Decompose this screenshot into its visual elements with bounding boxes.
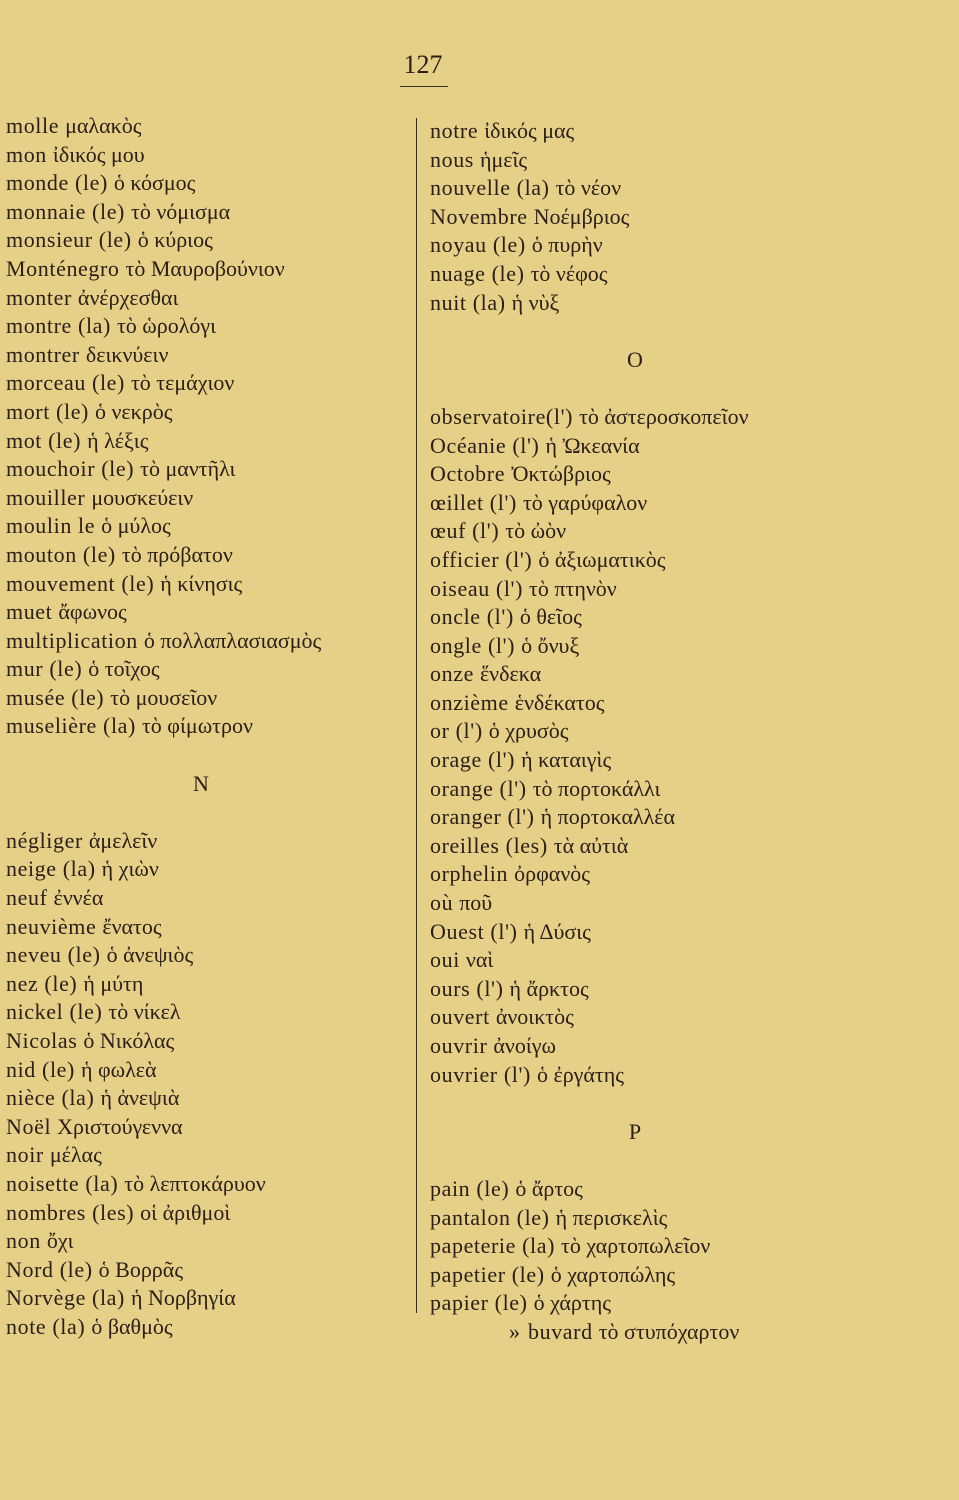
greek-translation: ἡ ἄρκτος — [509, 975, 589, 1001]
french-term: Octobre — [430, 461, 506, 487]
column-divider — [416, 118, 417, 1313]
dictionary-entry — [6, 512, 396, 541]
greek-translation: τὸ τεμάχιον — [130, 370, 235, 396]
french-term: œillet (l') — [430, 489, 517, 515]
dictionary-entry — [430, 146, 840, 175]
french-term: oui — [430, 947, 460, 973]
dictionary-entry — [6, 398, 396, 427]
dictionary-entry — [430, 1204, 840, 1233]
dictionary-entry — [430, 546, 840, 575]
dictionary-entry — [6, 970, 396, 999]
greek-translation: ὁ Βορρᾶς — [98, 1256, 184, 1282]
french-term: Nicolas — [6, 1028, 78, 1053]
dictionary-entry — [430, 946, 840, 975]
greek-translation: ὁ ἐργάτης — [536, 1061, 624, 1087]
french-term: oranger (l') — [430, 804, 535, 830]
dictionary-entry — [6, 855, 396, 884]
french-term: œuf (l') — [430, 518, 500, 544]
greek-translation: τὸ μαντῆλι — [140, 456, 236, 482]
greek-translation: ἀμελεῖν — [88, 827, 158, 853]
dictionary-entry — [6, 998, 396, 1027]
dictionary-entry — [430, 746, 840, 775]
dictionary-entry — [6, 1113, 396, 1142]
greek-translation: ὁ θεῖος — [519, 604, 582, 630]
dictionary-entry — [6, 712, 396, 741]
dictionary-entry — [430, 889, 840, 918]
dictionary-entry — [6, 1199, 396, 1228]
greek-translation: ὁ ἀξιωματικὸς — [538, 546, 666, 572]
dictionary-entry — [6, 1284, 396, 1313]
french-term: note (la) — [6, 1313, 86, 1339]
dictionary-entry — [430, 803, 840, 832]
french-term: or (l') — [430, 718, 483, 744]
greek-translation: ἡ μύτη — [83, 970, 144, 996]
dictionary-entry — [6, 427, 396, 456]
greek-translation: ναὶ — [465, 947, 494, 973]
dictionary-entry — [6, 1141, 396, 1170]
greek-translation: ἡ λέξις — [87, 427, 149, 453]
french-term: Ouest (l') — [430, 918, 518, 944]
greek-translation: μαλακὸς — [65, 113, 142, 138]
greek-translation: ὁ βαθμὸς — [91, 1313, 173, 1339]
french-term: Monténegro — [6, 255, 120, 281]
greek-translation: τὸ νόμισμα — [130, 198, 231, 224]
dictionary-entry — [6, 369, 396, 398]
french-term: monnaie (le) — [6, 198, 125, 224]
french-term: ours (l') — [430, 975, 504, 1001]
french-term: Nord (le) — [6, 1256, 93, 1282]
greek-translation: ὁ χαρτοπώλης — [550, 1261, 676, 1287]
ditto-marker: » — [509, 1318, 520, 1344]
greek-translation: ἰδικός μας — [484, 118, 575, 143]
greek-translation: ὁ κόσμος — [113, 170, 196, 196]
section-letter-heading: O — [627, 346, 643, 372]
dictionary-entry — [6, 1227, 396, 1256]
greek-translation: ἄφωνος — [58, 599, 127, 625]
french-term: nez (le) — [6, 970, 78, 996]
french-term: ouvrier (l') — [430, 1061, 531, 1087]
french-term: neuf — [6, 885, 48, 911]
french-term: mot (le) — [6, 427, 82, 453]
greek-translation: Ὀκτώβριος — [511, 461, 611, 487]
greek-translation: ἡ κίνησις — [160, 570, 243, 596]
dictionary-entry — [430, 717, 840, 746]
dictionary-entry — [6, 627, 396, 656]
dictionary-entry — [430, 203, 840, 232]
greek-translation: ὁ ὄνυξ — [521, 632, 580, 658]
section-spacer — [430, 1089, 840, 1118]
greek-translation: τὰ αὐτιὰ — [553, 832, 629, 858]
greek-translation: ἀνοικτὸς — [495, 1004, 574, 1030]
french-term: mort (le) — [6, 398, 89, 424]
french-term: pain (le) — [430, 1175, 510, 1201]
french-term: papier (le) — [430, 1290, 528, 1316]
dictionary-entry — [430, 489, 840, 518]
dictionary-entry — [430, 632, 840, 661]
greek-translation: τὸ Μαυροβούνιον — [125, 255, 285, 281]
dictionary-entry — [430, 860, 840, 889]
french-term: buvard — [528, 1318, 593, 1344]
greek-translation: ἐννέα — [53, 885, 104, 911]
dictionary-entry — [6, 1056, 396, 1085]
greek-translation: ὁ Νικόλας — [83, 1028, 175, 1053]
greek-translation: τὸ νέφος — [530, 260, 608, 286]
greek-translation: τὸ φίμωτρον — [141, 713, 253, 739]
greek-translation: Νοέμβριος — [533, 203, 630, 229]
french-term: où — [430, 890, 454, 916]
dictionary-entry — [6, 941, 396, 970]
french-term: nuage (le) — [430, 260, 525, 286]
greek-translation: τὸ πρόβατον — [121, 541, 233, 567]
french-term: Océanie (l') — [430, 432, 540, 458]
greek-translation: ὁ ἄρτος — [515, 1175, 583, 1201]
french-term: noisette (la) — [6, 1170, 119, 1196]
french-term: mouvement (le) — [6, 570, 155, 596]
greek-translation: ὁ νεκρὸς — [94, 398, 173, 424]
french-term: neige (la) — [6, 856, 96, 882]
french-term: montrer — [6, 341, 80, 367]
greek-translation: ἡ χιὼν — [101, 856, 159, 882]
greek-translation: ὁ μύλος — [101, 513, 171, 539]
french-term: onze — [430, 661, 474, 687]
dictionary-entry — [430, 432, 840, 461]
greek-translation: οἱ ἀριθμοὶ — [140, 1199, 231, 1225]
greek-translation: ὁ χρυσὸς — [488, 718, 569, 744]
dictionary-entry — [430, 1261, 840, 1290]
dictionary-entry — [6, 1170, 396, 1199]
french-term: oiseau (l') — [430, 575, 524, 601]
french-term: morceau (le) — [6, 370, 125, 396]
dictionary-entry — [430, 403, 840, 432]
greek-translation: ἡ καταιγὶς — [521, 747, 612, 773]
dictionary-entry — [430, 1003, 840, 1032]
dictionary-entry — [430, 1318, 840, 1347]
greek-translation: Χριστούγεννα — [57, 1113, 183, 1139]
right-column — [430, 117, 840, 1347]
french-term: ouvrir — [430, 1033, 488, 1058]
french-term: monde (le) — [6, 170, 108, 196]
dictionary-entry — [6, 198, 396, 227]
french-term: monter — [6, 284, 72, 310]
dictionary-entry — [6, 884, 396, 913]
greek-translation: ὁ τοῖχος — [88, 656, 160, 682]
dictionary-entry — [430, 174, 840, 203]
french-term: nombres (les) — [6, 1199, 135, 1225]
dictionary-entry — [6, 341, 396, 370]
dictionary-entry — [6, 226, 396, 255]
dictionary-entry — [6, 1027, 396, 1056]
dictionary-entry — [6, 255, 396, 284]
section-spacer — [6, 741, 396, 770]
french-term: officier (l') — [430, 546, 533, 572]
french-term: mouchoir (le) — [6, 456, 135, 482]
greek-translation: τὸ ἀστεροσκοπεῖον — [579, 403, 749, 429]
french-term: Noël — [6, 1113, 52, 1139]
dictionary-entry — [6, 1084, 396, 1113]
greek-translation: τὸ χαρτοπωλεῖον — [561, 1233, 711, 1259]
french-term: orage (l') — [430, 747, 516, 773]
greek-translation: τὸ λεπτοκάρυον — [124, 1170, 266, 1196]
french-term: nid (le) — [6, 1056, 75, 1082]
french-term: noir — [6, 1142, 44, 1168]
french-term: observatoire(l') — [430, 403, 574, 429]
french-term: muselière (la) — [6, 713, 136, 739]
section-spacer — [430, 317, 840, 346]
french-term: moulin le — [6, 513, 96, 539]
dictionary-entry — [430, 775, 840, 804]
greek-translation: ἡ πορτοκαλλέα — [540, 804, 676, 830]
greek-translation: ἀνοίγω — [493, 1033, 556, 1058]
greek-translation: ἑνδέκατος — [514, 689, 605, 715]
dictionary-entry — [6, 455, 396, 484]
french-term: pantalon (le) — [430, 1204, 550, 1230]
french-term: mon — [6, 141, 47, 167]
greek-translation: τὸ πορτοκάλλι — [532, 775, 661, 801]
dictionary-entry — [430, 975, 840, 1004]
greek-translation: τὸ πτηνὸν — [529, 575, 617, 601]
french-term: mouton (le) — [6, 541, 116, 567]
dictionary-entry — [6, 684, 396, 713]
dictionary-entry — [430, 1232, 840, 1261]
dictionary-entry — [6, 598, 396, 627]
greek-translation: ἡ φωλεὰ — [80, 1056, 157, 1082]
greek-translation: ἔνατος — [102, 913, 162, 939]
greek-translation: ἰδικός μου — [52, 141, 145, 167]
french-term: multiplication — [6, 627, 138, 653]
greek-translation: τὸ ὡρολόγι — [116, 313, 217, 339]
greek-translation: ἡ περισκελὶς — [555, 1204, 668, 1230]
section-letter-heading: N — [193, 770, 209, 796]
dictionary-entry — [6, 169, 396, 198]
french-term: muet — [6, 599, 53, 625]
dictionary-entry — [430, 117, 840, 146]
french-term: molle — [6, 113, 60, 138]
dictionary-entry — [6, 655, 396, 684]
dictionary-entry — [430, 1175, 840, 1204]
greek-translation: ὀρφανὸς — [514, 861, 590, 887]
greek-translation: ὁ πυρὴν — [531, 232, 603, 258]
dictionary-entry — [430, 289, 840, 318]
greek-translation: ἀνέρχεσθαι — [77, 284, 179, 310]
french-term: ouvert — [430, 1004, 490, 1030]
dictionary-entry — [430, 603, 840, 632]
dictionary-entry — [430, 1032, 840, 1061]
french-term: nuit (la) — [430, 289, 506, 315]
dictionary-entry — [430, 575, 840, 604]
french-term: Norvège (la) — [6, 1285, 125, 1311]
greek-translation: ἡ Δύσις — [523, 918, 591, 944]
french-term: ongle (l') — [430, 632, 516, 658]
dictionary-entry — [6, 541, 396, 570]
french-term: neveu (le) — [6, 942, 101, 968]
section-spacer — [430, 1146, 840, 1175]
greek-translation: ἡ Ὠκεανία — [545, 432, 640, 458]
french-term: notre — [430, 118, 479, 143]
dictionary-entry — [430, 1061, 840, 1090]
greek-translation: ὄχι — [46, 1228, 74, 1254]
french-term: nièce (la) — [6, 1085, 95, 1111]
french-term: oncle (l') — [430, 604, 514, 630]
dictionary-entry — [430, 1289, 840, 1318]
greek-translation: ἡ Νορβηγία — [130, 1285, 236, 1311]
greek-translation: ἡ ἀνεψιὰ — [100, 1085, 180, 1111]
dictionary-entry — [430, 689, 840, 718]
french-term: neuvième — [6, 913, 97, 939]
greek-translation: τὸ γαρύφαλον — [522, 489, 648, 515]
dictionary-entry — [430, 918, 840, 947]
dictionary-entry — [430, 260, 840, 289]
section-spacer — [430, 374, 840, 403]
french-term: nickel (le) — [6, 999, 103, 1025]
french-term: noyau (le) — [430, 232, 526, 258]
section-spacer — [6, 798, 396, 827]
greek-translation: ὁ πολλαπλασιασμὸς — [143, 627, 322, 653]
greek-translation: ἕνδεκα — [479, 661, 542, 687]
dictionary-entry — [430, 460, 840, 489]
french-term: mur (le) — [6, 656, 83, 682]
dictionary-entry — [6, 112, 396, 141]
dictionary-entry — [430, 231, 840, 260]
french-term: oreilles (les) — [430, 832, 548, 858]
dictionary-entry — [6, 570, 396, 599]
french-term: monsieur (le) — [6, 227, 132, 253]
dictionary-entry — [6, 141, 396, 170]
dictionary-entry — [430, 660, 840, 689]
french-term: nouvelle (la) — [430, 175, 550, 201]
dictionary-entry — [6, 913, 396, 942]
greek-translation: τὸ μουσεῖον — [110, 684, 218, 710]
greek-translation: ὁ κύριος — [137, 227, 213, 253]
french-term: onzième — [430, 689, 509, 715]
greek-translation: ἡ νὺξ — [511, 289, 560, 315]
greek-translation: τὸ ὠὸν — [505, 518, 567, 544]
french-term: papetier (le) — [430, 1261, 545, 1287]
french-term: orange (l') — [430, 775, 527, 801]
dictionary-entry — [6, 484, 396, 513]
greek-translation: μέλας — [49, 1142, 102, 1168]
dictionary-entry — [6, 312, 396, 341]
section-letter-heading: P — [628, 1118, 642, 1144]
french-term: montre (la) — [6, 313, 111, 339]
dictionary-entry — [6, 284, 396, 313]
greek-translation: ὁ ἀνεψιὸς — [106, 942, 194, 968]
french-term: Novembre — [430, 203, 528, 229]
greek-translation: δεικνύειν — [85, 341, 169, 367]
french-term: nous — [430, 146, 474, 172]
dictionary-entry — [430, 832, 840, 861]
greek-translation: ὁ χάρτης — [533, 1290, 611, 1316]
greek-translation: ποῦ — [459, 890, 493, 916]
french-term: papeterie (la) — [430, 1233, 556, 1259]
french-term: non — [6, 1228, 41, 1254]
french-term: négliger — [6, 827, 83, 853]
greek-translation: μουσκεύειν — [91, 484, 194, 510]
page-number-rule — [400, 86, 448, 87]
french-term: musée (le) — [6, 684, 105, 710]
dictionary-entry — [6, 827, 396, 856]
dictionary-entry — [430, 517, 840, 546]
page-number: 127 — [403, 50, 443, 79]
greek-translation: ἡμεῖς — [479, 146, 528, 172]
greek-translation: τὸ νέον — [555, 175, 622, 201]
left-column — [6, 112, 396, 1342]
dictionary-entry — [6, 1313, 396, 1342]
french-term: mouiller — [6, 484, 86, 510]
dictionary-entry — [6, 1256, 396, 1285]
french-term: orphelin — [430, 861, 509, 887]
greek-translation: τὸ στυπόχαρτον — [598, 1318, 740, 1344]
greek-translation: τὸ νίκελ — [108, 999, 181, 1025]
